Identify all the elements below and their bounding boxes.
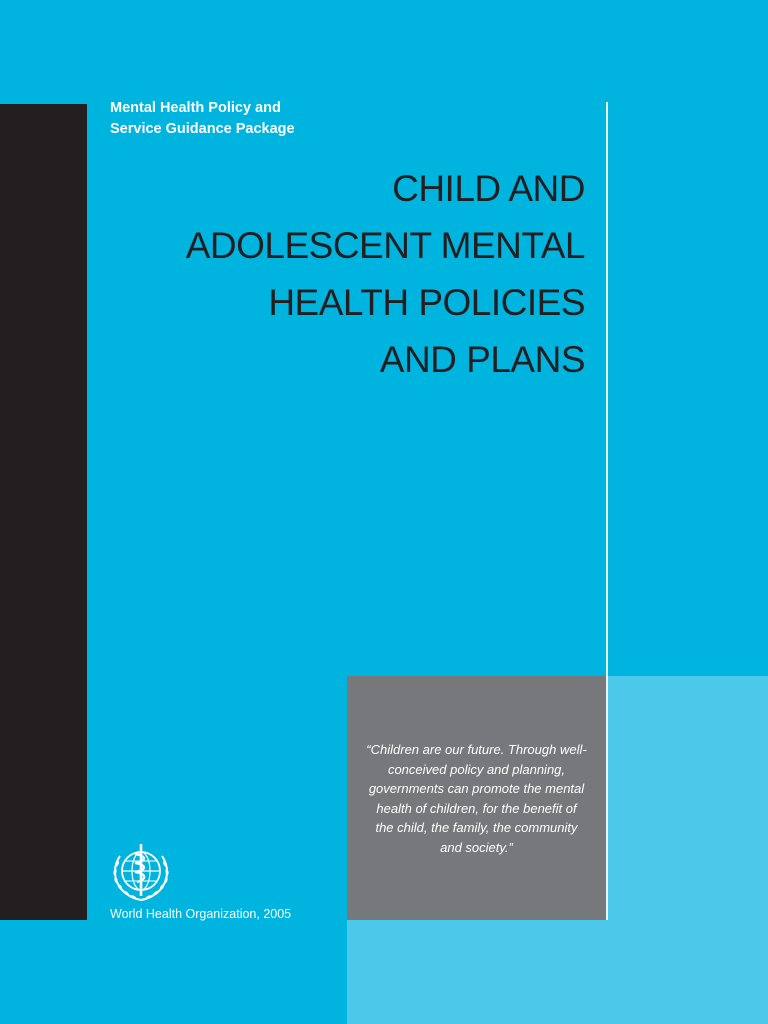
document-title-line: CHILD AND xyxy=(392,168,585,209)
series-title-line: Service Guidance Package xyxy=(110,121,295,137)
series-title xyxy=(110,98,410,140)
document-title-line: ADOLESCENT MENTAL xyxy=(185,225,585,266)
document-title-line: HEALTH POLICIES xyxy=(268,282,585,323)
publisher-line: World Health Organization, 2005 xyxy=(110,907,292,921)
black-side-bar xyxy=(0,104,87,920)
light-blue-panel-bottom xyxy=(347,920,768,1024)
quote-line: the child, the family, the community xyxy=(375,820,578,835)
document-title-line: AND PLANS xyxy=(379,339,585,380)
who-emblem-icon xyxy=(108,838,174,904)
quote-line: health of children, for the benefit of xyxy=(376,800,577,816)
quote-line: “Children are our future. Through well- xyxy=(366,742,587,757)
quote-line: and society.” xyxy=(440,839,513,855)
document-title xyxy=(105,160,585,388)
quote-line: conceived policy and planning, xyxy=(387,761,566,777)
quote-line: governments can promote the mental xyxy=(368,781,585,796)
vertical-divider xyxy=(606,102,608,920)
series-title-line: Mental Health Policy and xyxy=(110,100,281,116)
cover-quote xyxy=(347,740,606,857)
